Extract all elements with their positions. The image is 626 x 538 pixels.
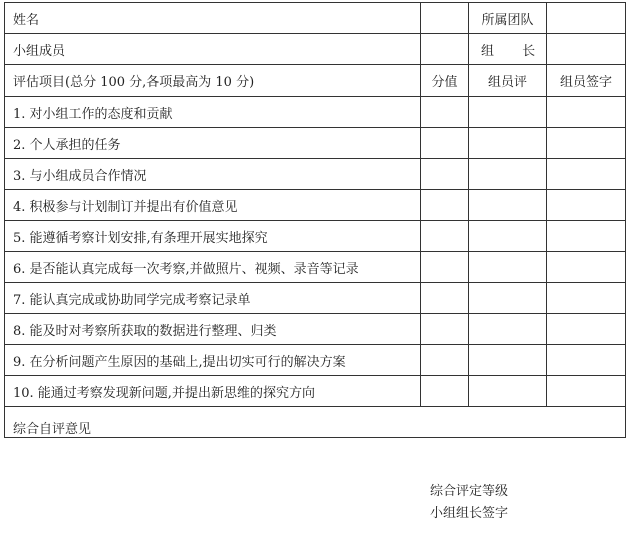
table-row [5,345,626,376]
evaluation-table [4,2,626,521]
member-eval-cell[interactable] [469,345,547,376]
summary-title: 综合自评意见 [13,422,92,437]
table-row [5,376,626,407]
member-sign-cell[interactable] [547,97,626,128]
score-cell[interactable] [421,159,469,190]
table-row [5,128,626,159]
score-cell[interactable] [421,128,469,159]
member-sign-cell[interactable] [547,128,626,159]
item-label: 7. 能认真完成或协助同学完成考察记录单 [5,283,421,314]
item-label: 6. 是否能认真完成每一次考察,并做照片、视频、录音等记录 [5,252,421,283]
member-eval-cell[interactable] [469,159,547,190]
members-value-cell[interactable] [421,34,469,65]
score-cell[interactable] [421,314,469,345]
score-cell[interactable] [421,97,469,128]
item-label: 4. 积极参与计划制订并提出有价值意见 [5,190,421,221]
item-label: 1. 对小组工作的态度和贡献 [5,97,421,128]
member-sign-cell[interactable] [547,159,626,190]
name-label: 姓名 [5,3,421,34]
table-row [5,159,626,190]
member-eval-cell[interactable] [469,252,547,283]
member-sign-cell[interactable] [547,221,626,252]
member-sign-cell[interactable] [547,314,626,345]
table-row [5,314,626,345]
member-sign-header: 组员签字 [547,65,626,97]
leader-value-cell[interactable] [547,34,626,65]
member-eval-header: 组员评 [469,65,547,97]
table-row [5,221,626,252]
team-label: 所属团队 [469,3,547,34]
member-eval-cell[interactable] [469,221,547,252]
member-eval-cell[interactable] [469,128,547,159]
name-value-cell[interactable] [421,3,469,34]
table-row [5,283,626,314]
table-row [5,97,626,128]
member-sign-cell[interactable] [547,283,626,314]
score-cell[interactable] [421,283,469,314]
team-value-cell[interactable] [547,3,626,34]
table-row [5,252,626,283]
leader-label: 组 长 [469,34,547,65]
summary-row [5,407,626,438]
name-row [5,3,626,34]
member-sign-cell[interactable] [547,345,626,376]
member-eval-cell[interactable] [469,97,547,128]
members-label: 小组成员 [5,34,421,65]
score-cell[interactable] [421,345,469,376]
overall-grade-label: 综合评定等级 [430,484,509,499]
member-sign-cell[interactable] [547,252,626,283]
score-cell[interactable] [421,252,469,283]
column-header-row [5,65,626,97]
item-label: 9. 在分析问题产生原因的基础上,提出切实可行的解决方案 [5,345,421,376]
items-header: 评估项目(总分 100 分,各项最高为 10 分) [5,65,421,97]
score-header: 分值 [421,65,469,97]
member-sign-cell[interactable] [547,190,626,221]
summary-cell[interactable] [5,407,626,521]
member-eval-cell[interactable] [469,376,547,407]
table-row [5,190,626,221]
item-label: 5. 能遵循考察计划安排,有条理开展实地探究 [5,221,421,252]
score-cell[interactable] [421,221,469,252]
item-label: 2. 个人承担的任务 [5,128,421,159]
item-label: 8. 能及时对考察所获取的数据进行整理、归类 [5,314,421,345]
member-sign-cell[interactable] [547,376,626,407]
score-cell[interactable] [421,376,469,407]
score-cell[interactable] [421,190,469,221]
member-eval-cell[interactable] [469,314,547,345]
item-label: 10. 能通过考察发现新问题,并提出新思维的探究方向 [5,376,421,407]
item-label: 3. 与小组成员合作情况 [5,159,421,190]
members-row [5,34,626,65]
leader-signature-label: 小组组长签字 [430,506,509,521]
member-eval-cell[interactable] [469,283,547,314]
member-eval-cell[interactable] [469,190,547,221]
